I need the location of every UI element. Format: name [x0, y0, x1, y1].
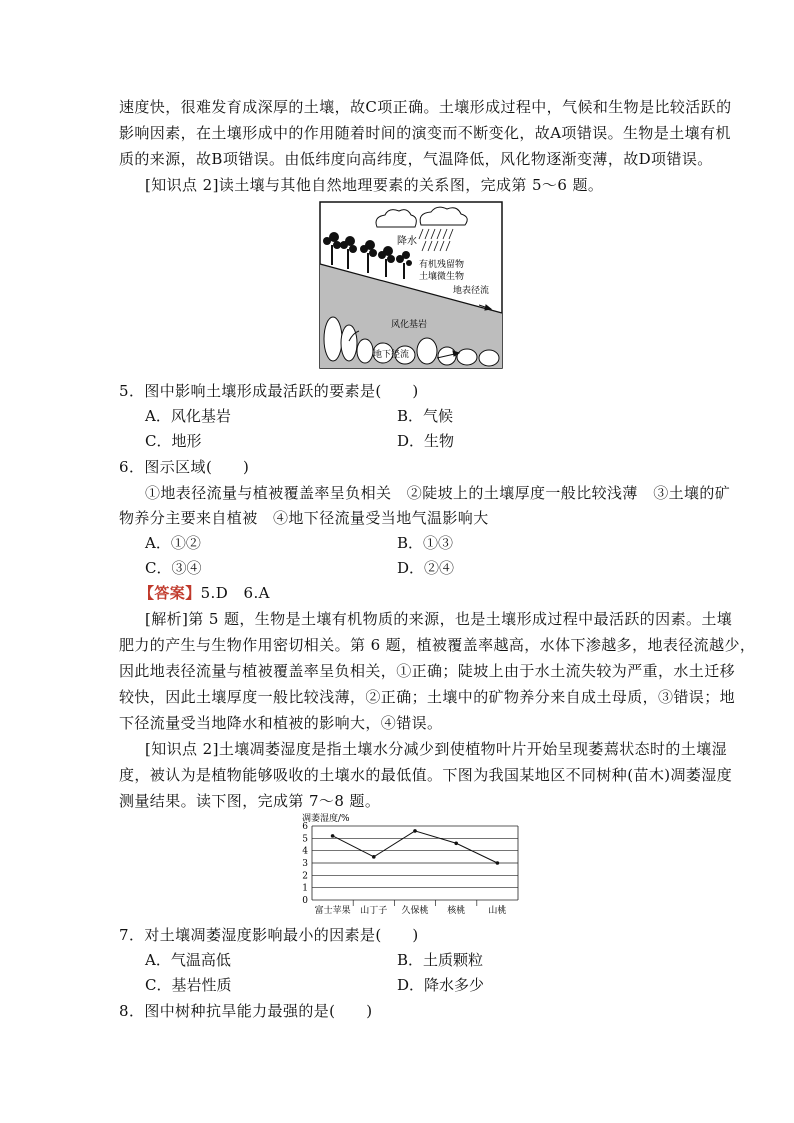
q5-option-b: B．气候 [397, 407, 454, 425]
analysis-line-5: 下径流量受当地降水和植被的影响大，④错误。 [119, 714, 443, 732]
data-point [372, 855, 376, 859]
q5-option-c: C．地形 [145, 432, 202, 450]
y-tick-label: 1 [302, 883, 308, 894]
data-point [331, 834, 335, 838]
intro2-line-3: 测量结果。读下图，完成第 7～8 题。 [119, 792, 381, 810]
intro2-line-1: [知识点 2]土壤凋萎湿度是指土壤水分减少到使植物叶片开始呈现萎蔫状态时的土壤湿 [145, 740, 728, 758]
answer-line [139, 582, 270, 603]
label-underground-runoff: 地下径流 [373, 350, 410, 360]
text-line-1: 速度快，很难发育成深厚的土壤，故C项正确。土壤形成过程中，气候和生物是比较活跃的 [119, 98, 732, 116]
q7-option-a: A．气温高低 [145, 951, 231, 969]
x-tick-label: 久保桃 [401, 906, 429, 916]
q6-option-b: B．①③ [397, 534, 454, 552]
x-tick-label: 核桃 [447, 906, 466, 916]
intro2-line-2: 度，被认为是植物能够吸收的土壤水的最低值。下图为我国某地区不同树种(苗木)凋萎湿度 [119, 766, 733, 784]
q6-option-c: C．③④ [145, 559, 202, 577]
answer-key-label: 【答案】 [139, 584, 201, 602]
q6-statement-line-1: ①地表径流量与植被覆盖率呈负相关 ②陡坡上的土壤厚度一般比较浅薄 ③土壤的矿 [145, 484, 731, 502]
q5-option-a: A．风化基岩 [145, 407, 231, 425]
q6-option-a: A．①② [145, 534, 201, 552]
y-tick-label: 4 [302, 846, 308, 857]
analysis-line-2: 肥力的产生与生物作用密切相关。第 6 题，植被覆盖率越高，水体下渗越多，地表径流越少， [119, 636, 756, 654]
label-soil-microbes: 土壤微生物 [419, 272, 465, 282]
y-tick-label: 5 [302, 834, 308, 845]
y-tick-label: 2 [302, 871, 308, 882]
q6-option-d: D．②④ [397, 559, 455, 577]
question-8-stem: 8．图中树种抗旱能力最强的是( ) [119, 1002, 373, 1020]
x-tick-label: 富士苹果 [314, 906, 351, 916]
data-point [454, 841, 458, 845]
x-tick-label: 山桃 [488, 906, 507, 916]
analysis-line-1: [解析]第 5 题，生物是土壤有机物质的来源，也是土壤形成过程中最活跃的因素。土壤 [145, 610, 733, 628]
y-axis-label: 凋萎湿度/% [302, 814, 350, 824]
y-tick-label: 6 [302, 822, 308, 832]
question-6-stem: 6．图示区域( ) [119, 458, 250, 476]
x-tick-label: 山丁子 [360, 906, 388, 916]
answer-text: 5.D 6.A [200, 584, 270, 602]
question-5-stem: 5．图中影响土壤形成最活跃的要素是( ) [119, 382, 419, 400]
knowledge-point-intro-1: [知识点 2]读土壤与其他自然地理要素的关系图，完成第 5～6 题。 [145, 176, 604, 194]
q5-option-d: D．生物 [397, 432, 455, 450]
label-surface-runoff: 地表径流 [453, 286, 490, 296]
question-7-stem: 7．对土壤凋萎湿度影响最小的因素是( ) [119, 926, 419, 944]
analysis-line-4: 较快，因此土壤厚度一般比较浅薄，②正确；土壤中的矿物养分来自成土母质，③错误；地 [119, 688, 736, 706]
label-organic-residue: 有机残留物 [419, 260, 465, 270]
q7-option-c: C．基岩性质 [145, 976, 232, 994]
label-weathered-bedrock: 风化基岩 [391, 320, 428, 330]
q7-option-b: B．土质颗粒 [397, 951, 484, 969]
label-precipitation: 降水 [397, 236, 417, 247]
data-point [413, 829, 417, 833]
y-tick-label: 3 [302, 859, 308, 869]
soil-relationship-diagram [319, 201, 503, 373]
text-line-3: 质的来源，故B项错误。由低纬度向高纬度，气温降低，风化物逐渐变薄，故D项错误。 [119, 150, 713, 168]
q6-statement-line-2: 物养分主要来自植被 ④地下径流量受当地气温影响大 [119, 509, 489, 527]
wilting-humidity-chart [290, 812, 526, 922]
series-line [333, 831, 498, 863]
analysis-line-3: 因此地表径流量与植被覆盖率呈负相关，①正确；陡坡上由于水土流失较为严重，水土迁移 [119, 662, 736, 680]
text-line-2: 影响因素，在土壤形成中的作用随着时间的演变而不断变化，故A项错误。生物是土壤有机 [119, 124, 731, 142]
data-point [496, 861, 500, 865]
y-tick-label: 0 [302, 896, 308, 906]
q7-option-d: D．降水多少 [397, 976, 485, 994]
